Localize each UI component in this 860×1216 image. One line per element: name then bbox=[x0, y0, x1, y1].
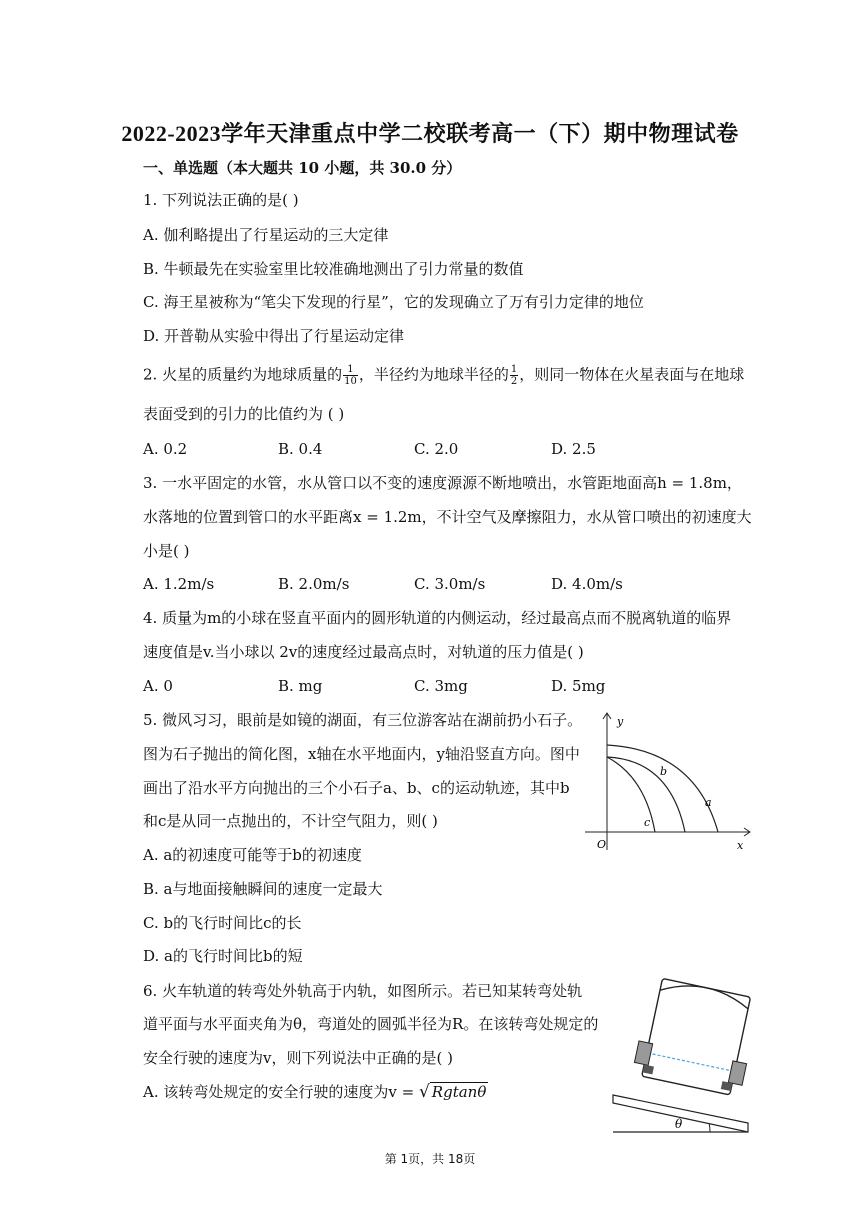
q4-options bbox=[143, 676, 743, 696]
q2-fraction-mass bbox=[343, 364, 358, 387]
q5-line3: 画出了沿水平方向抛出的三个小石子a、b、c的运动轨迹，其中b bbox=[143, 779, 570, 797]
q2-stem-part1: 2. 火星的质量约为地球质量的 bbox=[143, 365, 343, 384]
q2-stem bbox=[143, 364, 744, 387]
q4-line2: 速度值是v.当小球以 2v的速度经过最高点时，对轨道的压力值是( ) bbox=[143, 643, 584, 661]
q5-option-c: C. b的飞行时间比c的长 bbox=[143, 914, 302, 932]
q5-origin-label: O bbox=[597, 838, 607, 851]
q1-stem: 1. 下列说法正确的是( ) bbox=[143, 191, 299, 209]
q6-option-a bbox=[143, 1082, 488, 1102]
q5-line4: 和c是从同一点抛出的，不计空气阻力，则( ) bbox=[143, 812, 438, 830]
q4-option-c: C. 3mg bbox=[414, 677, 468, 695]
q5-label-b: b bbox=[660, 765, 668, 778]
q3-option-b: B. 2.0m/s bbox=[278, 575, 350, 593]
q3-line2: 水落地的位置到管口的水平距离x = 1.2m，不计空气及摩擦阻力，水从管口喷出的初速度大 bbox=[143, 508, 752, 526]
q3-option-d: D. 4.0m/s bbox=[551, 575, 623, 593]
q5-option-d: D. a的飞行时间比b的短 bbox=[143, 947, 303, 965]
q6-line1: 6. 火车轨道的转弯处外轨高于内轨，如图所示。若已知某转弯处轨 bbox=[143, 982, 583, 1000]
sqrt-icon: √ bbox=[418, 1082, 430, 1102]
q5-option-a: A. a的初速度可能等于b的初速度 bbox=[143, 846, 362, 864]
q2-fraction-radius bbox=[510, 364, 518, 387]
q6-theta-label: θ bbox=[675, 1117, 683, 1131]
q2-frac2-denominator: 2 bbox=[510, 376, 518, 387]
section-heading: 一、单选题（本大题共 10 小题，共 30.0 分） bbox=[143, 159, 462, 177]
q2-option-b: B. 0.4 bbox=[278, 440, 323, 458]
q6-line3: 安全行驶的速度为v，则下列说法中正确的是( ) bbox=[143, 1049, 453, 1067]
q2-frac2-numerator: 1 bbox=[510, 364, 518, 375]
q5-trajectory-figure bbox=[580, 705, 755, 855]
q3-option-c: C. 3.0m/s bbox=[414, 575, 486, 593]
q2-options bbox=[143, 439, 743, 459]
q4-option-b: B. mg bbox=[278, 677, 323, 695]
q6-train-body bbox=[632, 976, 755, 1097]
q5-line2: 图为石子抛出的简化图，x轴在水平地面内，y轴沿竖直方向。图中 bbox=[143, 745, 580, 763]
q4-option-d: D. 5mg bbox=[551, 677, 606, 695]
q2-frac1-denominator: 10 bbox=[344, 376, 357, 387]
q3-line1: 3. 一水平固定的水管，水从管口以不变的速度源源不断地喷出，水管距地面高h = 1.8m， bbox=[143, 474, 742, 492]
page-footer: 第 1页，共 18页 bbox=[384, 1152, 476, 1166]
q2-option-c: C. 2.0 bbox=[414, 440, 459, 458]
q2-stem-part3: ，则同一物体在火星表面与在地球 bbox=[519, 365, 745, 384]
q2-option-a: A. 0.2 bbox=[143, 440, 188, 458]
q5-option-b: B. a与地面接触瞬间的速度一定最大 bbox=[143, 880, 383, 898]
q3-options bbox=[143, 574, 743, 594]
q5-label-c: c bbox=[644, 816, 651, 829]
q1-option-a: A. 伽利略提出了行星运动的三大定律 bbox=[143, 226, 389, 244]
page-title: 2022-2023学年天津重点中学二校联考高一（下）期中物理试卷 bbox=[121, 121, 739, 146]
q4-option-a: A. 0 bbox=[143, 677, 173, 695]
q6-option-a-text: A. 该转弯处规定的安全行驶的速度为v = bbox=[143, 1083, 419, 1101]
q6-option-a-radicand: Rgtanθ bbox=[431, 1083, 487, 1101]
q6-line2: 道平面与水平面夹角为θ，弯道处的圆弧半径为R。在该转弯处规定的 bbox=[143, 1015, 599, 1033]
q2-frac1-numerator: 1 bbox=[343, 364, 358, 376]
q1-option-d: D. 开普勒从实验中得出了行星运动定律 bbox=[143, 327, 405, 345]
q5-trajectory-a bbox=[607, 745, 718, 832]
q2-stem-part2: ，半径约为地球半径的 bbox=[358, 365, 509, 384]
q2-stem-line2: 表面受到的引力的比值约为 ( ) bbox=[143, 405, 345, 423]
q3-line3: 小是( ) bbox=[143, 542, 190, 560]
q2-option-d: D. 2.5 bbox=[551, 440, 596, 458]
q6-train-figure bbox=[605, 975, 755, 1140]
q1-option-b: B. 牛顿最先在实验室里比较准确地测出了引力常量的数值 bbox=[143, 260, 524, 278]
q5-x-label: x bbox=[737, 839, 744, 852]
q5-y-label: y bbox=[617, 715, 624, 728]
q3-option-a: A. 1.2m/s bbox=[143, 575, 215, 593]
q5-label-a: a bbox=[705, 796, 712, 809]
q1-option-c: C. 海王星被称为“笔尖下发现的行星”，它的发现确立了万有引力定律的地位 bbox=[143, 293, 644, 311]
q4-line1: 4. 质量为m的小球在竖直平面内的圆形轨道的内侧运动，经过最高点而不脱离轨道的临界 bbox=[143, 609, 732, 627]
q5-line1: 5. 微风习习，眼前是如镜的湖面，有三位游客站在湖前扔小石子。 bbox=[143, 711, 583, 729]
